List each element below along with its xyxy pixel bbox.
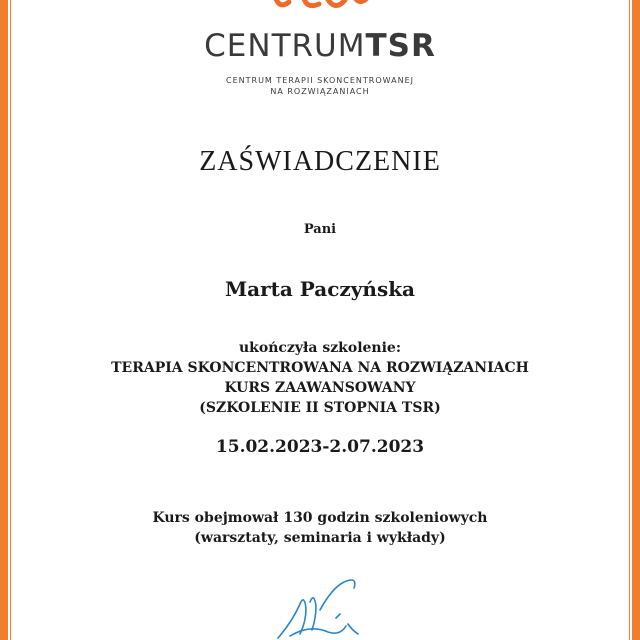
recipient-name: Marta Paczyńska	[224, 277, 416, 301]
course-name-line2: KURS ZAAWANSOWANY	[224, 380, 416, 396]
hours-line1: Kurs obejmował 130 godzin szkoleniowych	[152, 510, 488, 526]
logo-mark-icon	[265, 0, 375, 12]
course-block	[0, 338, 640, 418]
signature-icon	[270, 574, 370, 640]
completed-intro: ukończyła szkolenie:	[238, 340, 401, 356]
course-name-line3: (SZKOLENIE II STOPNIA TSR)	[199, 400, 441, 416]
brand-subtitle-line1: CENTRUM TERAPII SKONCENTROWANEJ	[226, 76, 414, 85]
course-name-line1: TERAPIA SKONCENTROWANA NA ROZWIĄZANIACH	[111, 360, 529, 376]
brand-logo-text	[0, 28, 640, 64]
hours-line2: (warsztaty, seminaria i wykłady)	[194, 530, 446, 546]
hours-block	[0, 508, 640, 548]
brand-bold: TSR	[365, 28, 436, 64]
brand-subtitle-line2: NA ROZWIĄZANIACH	[270, 87, 370, 96]
certificate-title: ZAŚWIADCZENIE	[199, 146, 441, 177]
brand-subtitle	[0, 75, 640, 97]
course-dates: 15.02.2023-2.07.2023	[215, 437, 425, 457]
salutation: Pani	[303, 222, 337, 237]
brand-regular: CENTRUM	[204, 28, 366, 64]
